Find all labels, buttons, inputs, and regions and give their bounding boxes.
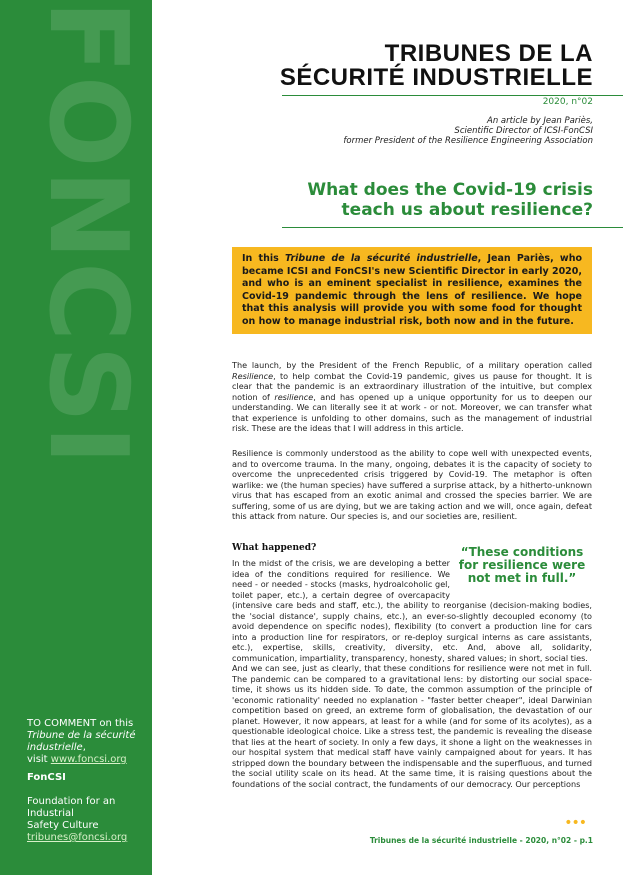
org-email-link[interactable]: tribunes@foncsi.org bbox=[27, 832, 128, 843]
publication-title: TRIBUNES DE LA SÉCURITÉ INDUSTRIELLE bbox=[279, 40, 593, 91]
intro-box: In this Tribune de la sécurité industrielle, Jean Pariès, who became ICSI and FonCSI's new Scientific Director in early 2020, and who is an eminent specialist in resilience, examines the Covid-19 pandemic through the lens of resilience. We hope that this analysis will provide you with some food for thought on how to manage industrial risk, both now and in the future. bbox=[232, 247, 592, 334]
org-info bbox=[27, 772, 155, 844]
paragraph-4: And we can see, just as clearly, that these conditions for resilience were not met in full. The pandemic can be compared to a gravitational lens: by distorting our social space-time, it shows us its hidden side. To date, the common assumption of the principle of 'economic rationality' needed no explanation - "faster better cheaper", ideal Darwinian competition based on greed, an extreme form of globalisation, the devastation of our planet. However, it now appears, at least for a while (and for some of its acolytes), as a questionable ideological choice. Like a stress test, the pandemic is revealing the disease that lies at the heart of society. In only a few days, it shone a light on the weaknesses in our hospital system that medical staff have vainly campaigned about for years. It has stripped down the boundary between the indispensable and the superfluous, and turned the social utility scale on its head. At the same time, it is raising questions about the foundations of the social contract, the fundaments of our democracy. Our perceptions bbox=[232, 663, 592, 789]
org-line-1: Foundation for an Industrial bbox=[27, 796, 116, 819]
paragraph-1: The launch, by the President of the French Republic, of a military operation called Resilience, to help combat the Covid-19 pandemic, gives us pause for thought. It is clear that the pandemic is an extraordinary illustration of the intuitive, but complex notion of resilience, and has opened up a unique opportunity for us to deepen our understanding. We can literally see it at work - or not. Moreover, we can transfer what that experience is unfolding to other domains, such as the management of industrial risk. These are the ideas that I will address in this article. bbox=[232, 360, 592, 433]
comment-note: TO COMMENT on this Tribune de la sécurité industrielle, visit www.foncsi.org bbox=[27, 718, 136, 765]
headline-rule bbox=[282, 227, 623, 228]
article-headline: What does the Covid-19 crisis teach us about resilience? bbox=[307, 180, 593, 220]
sidebar: FONCSI bbox=[0, 0, 152, 875]
ellipsis-dots: ••• bbox=[564, 815, 586, 831]
org-name: FonCSI bbox=[27, 772, 66, 783]
website-link[interactable]: www.foncsi.org bbox=[50, 754, 127, 765]
section-heading: What happened? bbox=[232, 543, 317, 553]
byline: An article by Jean Pariès, Scientific Director of ICSI-FonCSI former President of the Resilience Engineering Association bbox=[343, 116, 593, 146]
header-rule bbox=[282, 95, 623, 96]
page-footer: Tribunes de la sécurité industrielle - 2020, n°02 - p.1 bbox=[369, 836, 593, 845]
paragraph-2: Resilience is commonly understood as the ability to cope well with unexpected events, and to overcome trauma. In the many, ongoing, debates it is the capacity of society to overcome the unprecedented crisis triggered by Covid-19. The metaphor is often warlike: we (the human species) have suffered a surprise attack, by a hitherto-unknown virus that has escaped from an exotic animal and crossed the species barrier. We are suffering, some of us are dying, but we are taking action and we will, once again, defeat this attack from nature. Our species is, and our societies are, resilient. bbox=[232, 448, 592, 521]
pull-quote: “These conditions for resilience were not met in full.” bbox=[458, 545, 586, 585]
paragraph-3: In the midst of the crisis, we are developing a better idea of the conditions required for resilience. We need - or needed - stocks (masks, hydroalcoholic gel, toilet paper, etc.), a certain degree of overcapacity (intensive care beds and staff, etc.), the ability to reorganise (decision-making bodies, the 'social distance', supply chains, etc.), an ever-so-slightly decoupled economy (to avoid dependence on specific nodes), flexibility (to convert a production line for cars into a production line for respirators, or re-deploy surgical interns as care assistants, etc.), expertise, skills, creativity, diversity, etc. And, above all, solidarity, communication, impartiality, transparency, honesty, shared values; in short, social ties. And we can see, just as clearly, that these conditions for resilience were not met in full. The pandemic can be compared to a gravitational lens: by distorting our social space-time, it shows us its hidden side. To date, the common assumption of the principle of 'economic rationality' needed no explanation - "faster better cheaper", ideal Darwinian competition based on greed, an extreme form of globalisation, the devastation of our planet. However, it now appears, at least for a while (and for some of its acolytes), as a questionable ideological choice. Like a stress test, the pandemic is revealing the disease that lies at the heart of society. In only a few days, it shone a light on the weaknesses in our hospital system that medical staff have vainly campaigned about for years. It has stripped down the boundary between the indispensable and the superfluous, and turned the social utility scale on its head. At the same time, it is raising questions about the foundations of the social contract, the fundaments of our democracy. Our perceptions bbox=[232, 558, 592, 789]
issue-number: 2020, n°02 bbox=[542, 97, 593, 107]
org-line-2: Safety Culture bbox=[27, 820, 99, 831]
